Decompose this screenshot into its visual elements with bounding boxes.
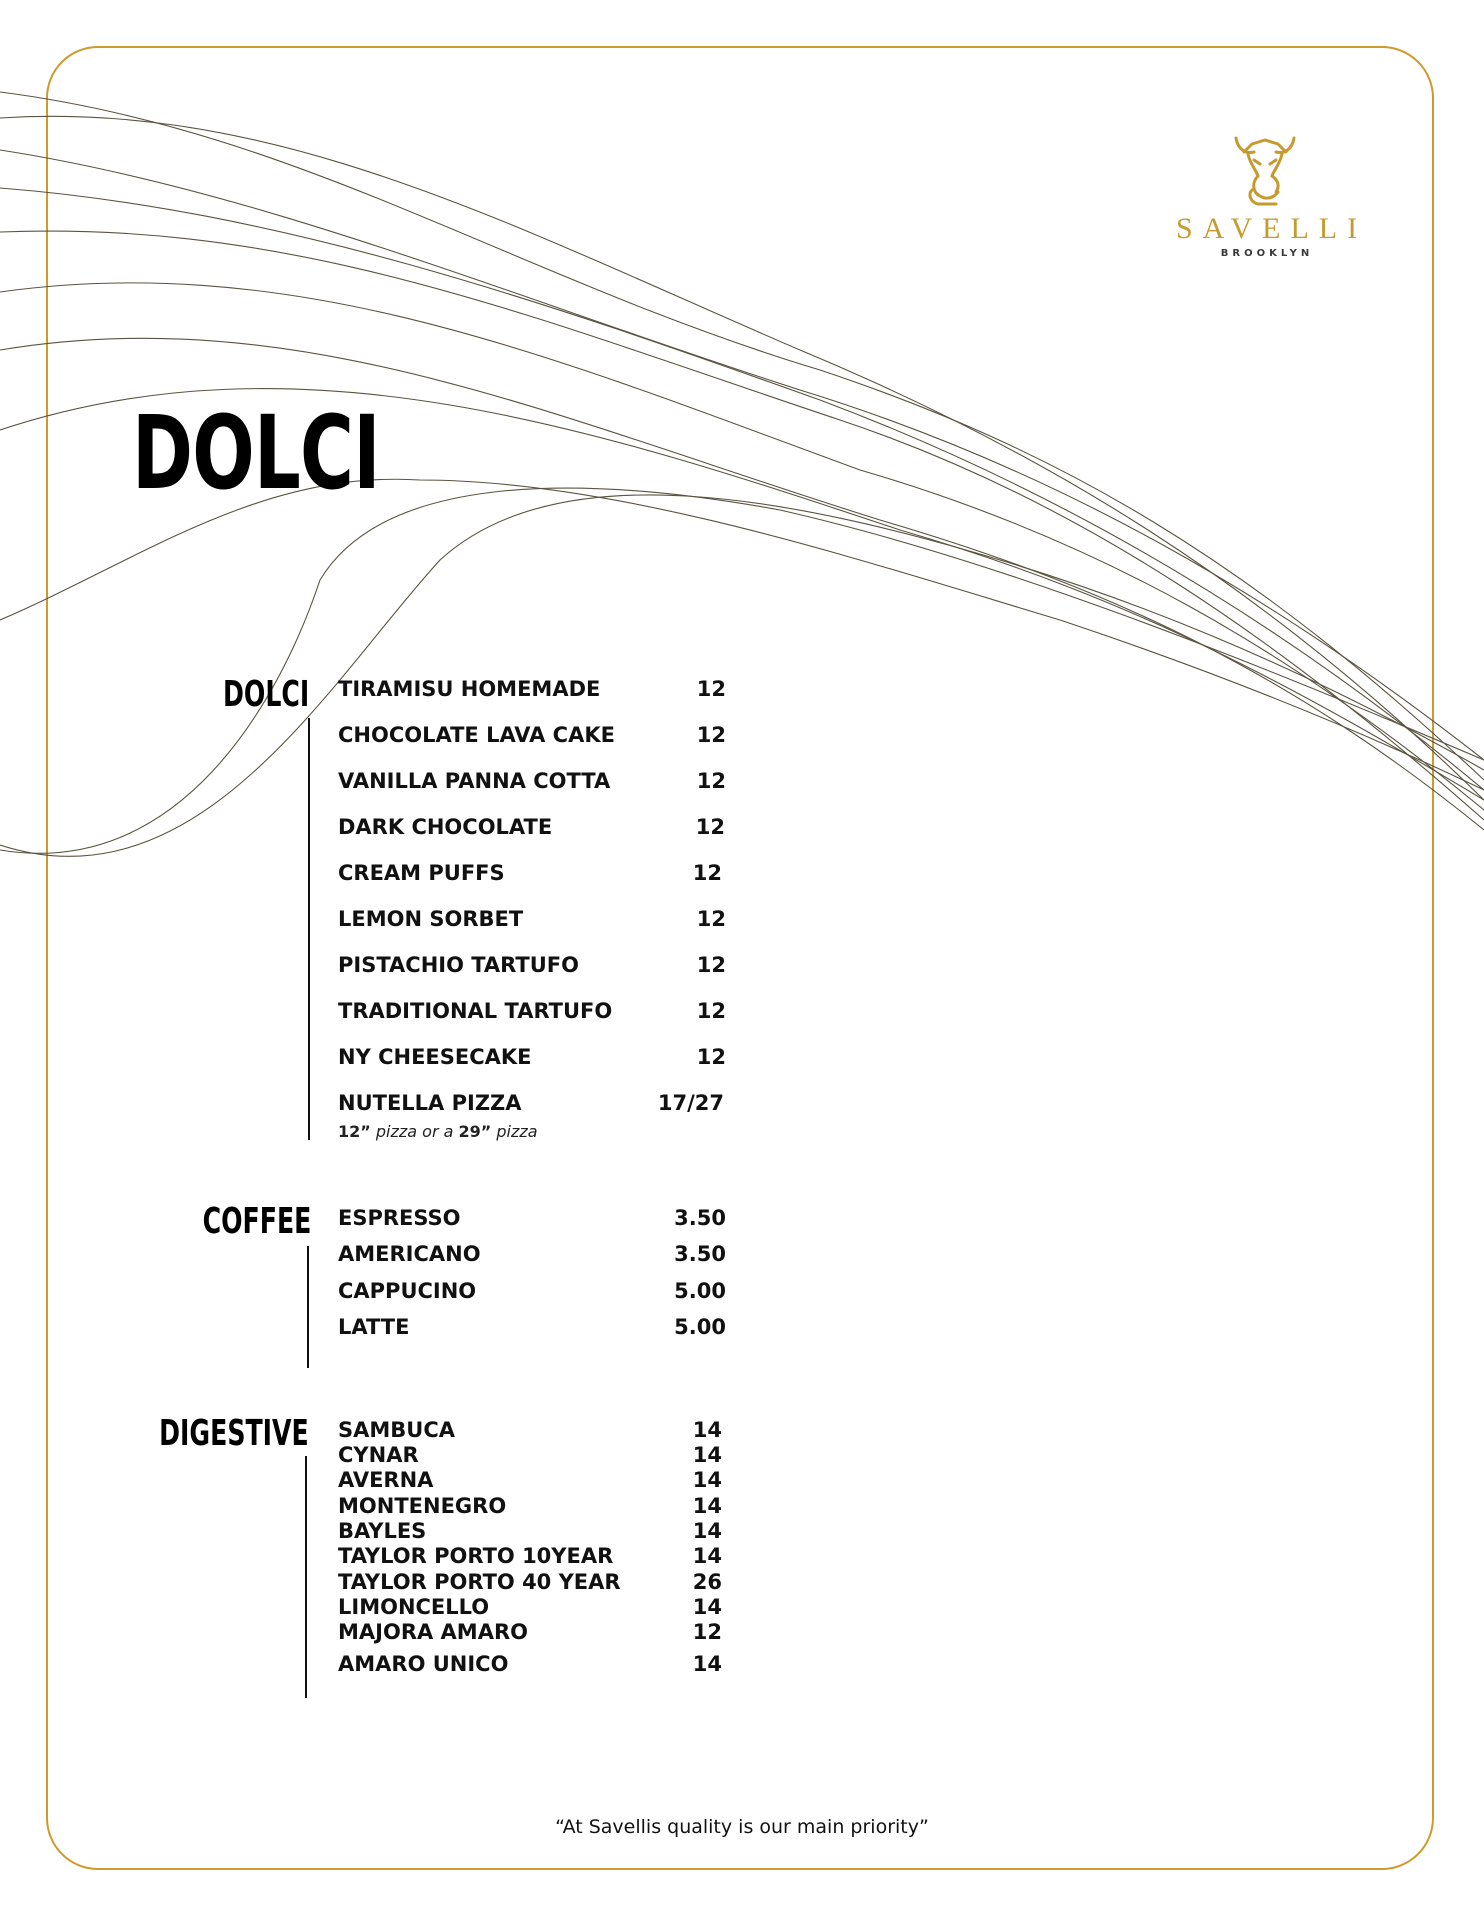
menu-item-price: 5.00: [674, 1279, 726, 1303]
menu-item-name: TRADITIONAL TARTUFO: [338, 999, 613, 1023]
menu-item-price: 17/27: [657, 1091, 724, 1115]
menu-item-price: 12: [696, 723, 726, 747]
menu-item-price: 26: [692, 1570, 722, 1594]
menu-item-name: CREAM PUFFS: [338, 861, 505, 885]
menu-item-price: 14: [692, 1418, 722, 1442]
menu-item-name: AMERICANO: [338, 1242, 481, 1266]
menu-item-name: SAMBUCA: [338, 1418, 455, 1442]
menu-item-name: PISTACHIO TARTUFO: [338, 953, 579, 977]
menu-item-price: 14: [692, 1443, 722, 1467]
menu-item-price: 12: [692, 861, 722, 885]
brand-name: SAVELLI: [1176, 212, 1368, 245]
menu-item-price: 14: [692, 1468, 722, 1492]
menu-item-name: BAYLES: [338, 1519, 427, 1543]
menu-item-price: 12: [696, 953, 726, 977]
menu-item-name: CYNAR: [338, 1443, 419, 1467]
brand-logo: [1166, 130, 1368, 259]
page-title: DOLCI: [132, 394, 380, 513]
menu-item-name: LATTE: [338, 1315, 410, 1339]
nutella-pizza-size-note: [338, 1122, 538, 1142]
menu-item-price: 14: [692, 1652, 722, 1676]
menu-item-price: 5.00: [674, 1315, 726, 1339]
note-size-small: 12”: [338, 1122, 371, 1141]
menu-item-name: ESPRESSO: [338, 1206, 461, 1230]
menu-item-name: LEMON SORBET: [338, 907, 524, 931]
menu-item-name: MONTENEGRO: [338, 1494, 507, 1518]
menu-item-price: 12: [696, 769, 726, 793]
menu-item-name: LIMONCELLO: [338, 1595, 490, 1619]
menu-item-name: TIRAMISU HOMEMADE: [338, 677, 601, 701]
menu-item-name: DARK CHOCOLATE: [338, 815, 553, 839]
note-text-mid: pizza or a: [375, 1122, 454, 1141]
menu-item-price: 14: [692, 1595, 722, 1619]
menu-item-name: NY CHEESECAKE: [338, 1045, 532, 1069]
menu-item-name: TAYLOR PORTO 10YEAR: [338, 1544, 614, 1568]
bull-head-icon: [1230, 130, 1300, 210]
menu-item-price: 12: [696, 1045, 726, 1069]
menu-item-price: 12: [696, 677, 726, 701]
menu-item-price: 3.50: [674, 1242, 726, 1266]
menu-item-name: VANILLA PANNA COTTA: [338, 769, 611, 793]
menu-item-name: AMARO UNICO: [338, 1652, 509, 1676]
menu-item-name: CHOCOLATE LAVA CAKE: [338, 723, 615, 747]
section-divider-dolci: [308, 718, 310, 1140]
menu-item-price: 12: [692, 1620, 722, 1644]
menu-item-name: CAPPUCINO: [338, 1279, 477, 1303]
menu-item-name: TAYLOR PORTO 40 YEAR: [338, 1570, 621, 1594]
section-label-dolci: DOLCI: [222, 674, 309, 715]
footer-quote: “At Savellis quality is our main priority”: [555, 1816, 929, 1838]
menu-item-name: AVERNA: [338, 1468, 434, 1492]
menu-item-price: 12: [696, 907, 726, 931]
section-label-coffee: COFFEE: [202, 1201, 311, 1242]
menu-item-price: 14: [692, 1519, 722, 1543]
menu-item-price: 12: [696, 999, 726, 1023]
menu-item-price: 12: [695, 815, 725, 839]
note-size-large: 29”: [458, 1122, 492, 1141]
section-divider-coffee: [307, 1246, 309, 1368]
section-label-digestive: DIGESTIVE: [159, 1413, 309, 1454]
note-text-end: pizza: [496, 1122, 538, 1141]
menu-item-name: NUTELLA PIZZA: [338, 1091, 522, 1115]
menu-item-price: 14: [692, 1544, 722, 1568]
menu-item-price: 3.50: [674, 1206, 726, 1230]
menu-item-price: 14: [692, 1494, 722, 1518]
brand-location: BROOKLYN: [1220, 248, 1314, 259]
section-divider-digestive: [305, 1456, 307, 1698]
menu-item-name: MAJORA AMARO: [338, 1620, 528, 1644]
